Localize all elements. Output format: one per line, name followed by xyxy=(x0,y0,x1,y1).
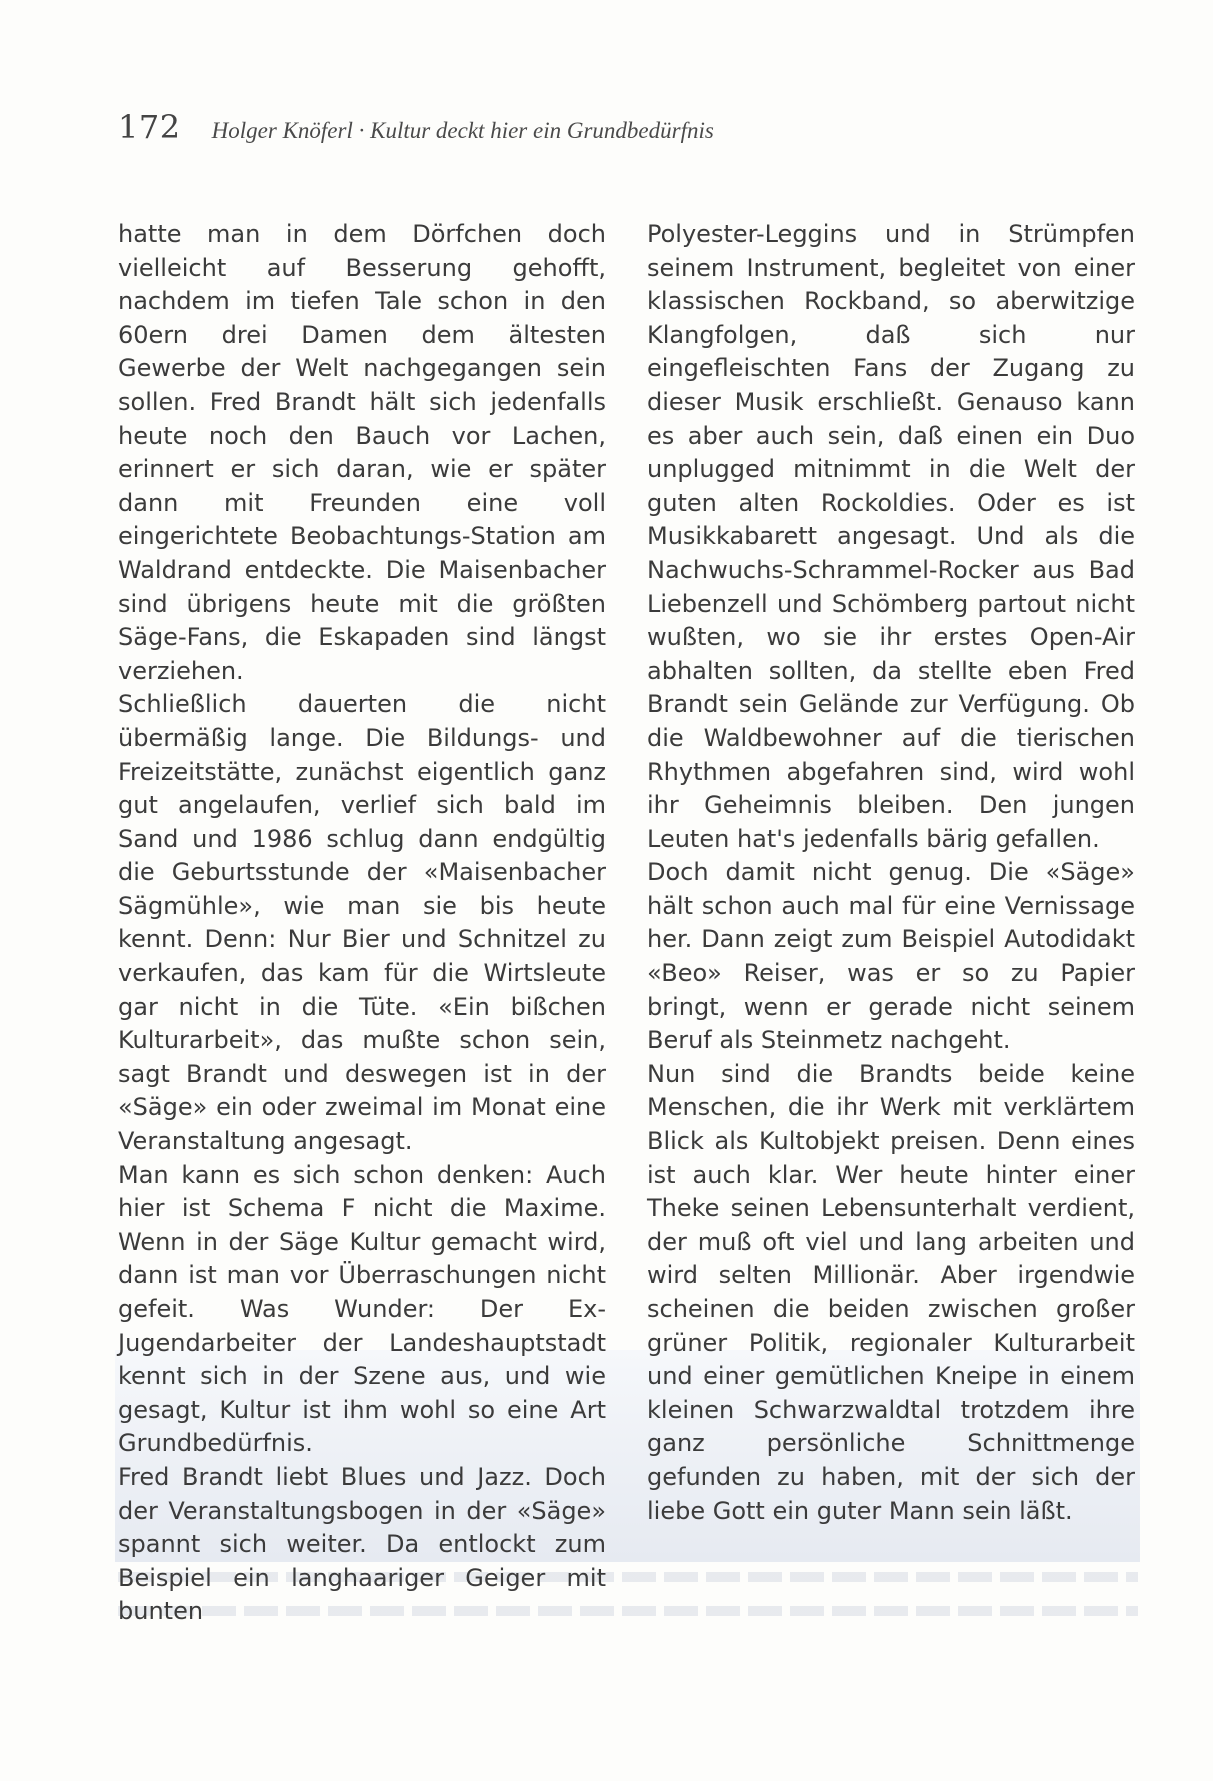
paragraph: Schließlich dauerten die nicht übermäßig lange. Die Bildungs- und Freizeitstätte, zunächst eigentlich ganz gut angelaufen, verlief sich bald im Sand und 1986 schlug dann endgültig die Geburtsstunde der «Maisenbacher Sägmühle», wie man sie bis heute kennt. Denn: Nur Bier und Schnitzel zu verkaufen, das kam für die Wirtsleute gar nicht in die Tüte. «Ein bißchen Kulturarbeit», das mußte schon sein, sagt Brandt und deswegen ist in der «Säge» ein oder zweimal im Monat eine Veranstaltung angesagt. xyxy=(118,690,606,1156)
left-text-column xyxy=(118,218,606,1629)
paragraph: Polyester-Leggins und in Strümpfen seinem Instrument, begleitet von einer klassischen Rockband, so aberwitzige Klangfolgen, daß sich nur eingefleischten Fans der Zugang zu dieser Musik erschließt. Genauso kann es aber auch sein, daß einen ein Duo unplugged mitnimmt in die Welt der guten alten Rockoldies. Oder es ist Musikkabarett angesagt. Und als die Nachwuchs-Schrammel-Rocker aus Bad Liebenzell und Schömberg partout nicht wußten, wo sie ihr erstes Open-Air abhalten sollten, da stellte eben Fred Brandt sein Gelände zur Verfügung. Ob die Waldbewohner auf die tierischen Rhythmen abgefahren sind, wird wohl ihr Geheimnis bleiben. Den jungen Leuten hat's jedenfalls bärig gefallen. xyxy=(647,220,1135,853)
paragraph: Doch damit nicht genug. Die «Säge» hält schon auch mal für eine Vernissage her. Dann zeigt zum Beispiel Autodidakt «Beo» Reiser, was er so zu Papier bringt, wenn er gerade nicht seinem Beruf als Steinmetz nachgeht. xyxy=(647,858,1135,1055)
page-header xyxy=(118,108,714,146)
paragraph: Man kann es sich schon denken: Auch hier ist Schema F nicht die Maxime. Wenn in der Säge Kultur gemacht wird, dann ist man vor Überraschungen nicht gefeit. Was Wunder: Der Ex-Jugendarbeiter der Landeshauptstadt kennt sich in der Szene aus, und wie gesagt, Kultur ist ihm wohl so eine Art Grundbedürfnis. xyxy=(118,1160,606,1458)
paragraph: Nun sind die Brandts beide keine Menschen, die ihr Werk mit verklärtem Blick als Kultobjekt preisen. Denn eines ist auch klar. Wer heute hinter einer Theke seinen Lebensunterhalt verdient, der muß oft viel und lang arbeiten und wird selten Millionär. Aber irgendwie scheinen die beiden zwischen großer grüner Politik, regionaler Kulturarbeit und einer gemütlichen Kneipe in einem kleinen Schwarzwaldtal trotzdem ihre ganz persönliche Schnittmenge gefunden zu haben, mit der sich der liebe Gott ein guter Mann sein läßt. xyxy=(647,1059,1135,1525)
paragraph: Fred Brandt liebt Blues und Jazz. Doch der Veranstaltungsbogen in der «Säge» spannt sich weiter. Da entlockt zum Beispiel ein langhaariger Geiger mit bunten xyxy=(118,1462,606,1626)
running-head: Holger Knöferl · Kultur deckt hier ein Grundbedürfnis xyxy=(211,118,714,143)
right-text-column xyxy=(647,218,1135,1528)
paragraph: hatte man in dem Dörfchen doch vielleicht auf Besserung gehofft, nachdem im tiefen Tale schon in den 60ern drei Damen dem ältesten Gewerbe der Welt nachgegangen sein sollen. Fred Brandt hält sich jedenfalls heute noch den Bauch vor Lachen, erinnert er sich daran, wie er später dann mit Freunden eine voll eingerichtete Beobachtungs-Station am Waldrand entdeckte. Die Maisenbacher sind übrigens heute mit die größten Säge-Fans, die Eskapaden sind längst verziehen. xyxy=(118,220,606,685)
page-number: 172 xyxy=(118,108,181,146)
